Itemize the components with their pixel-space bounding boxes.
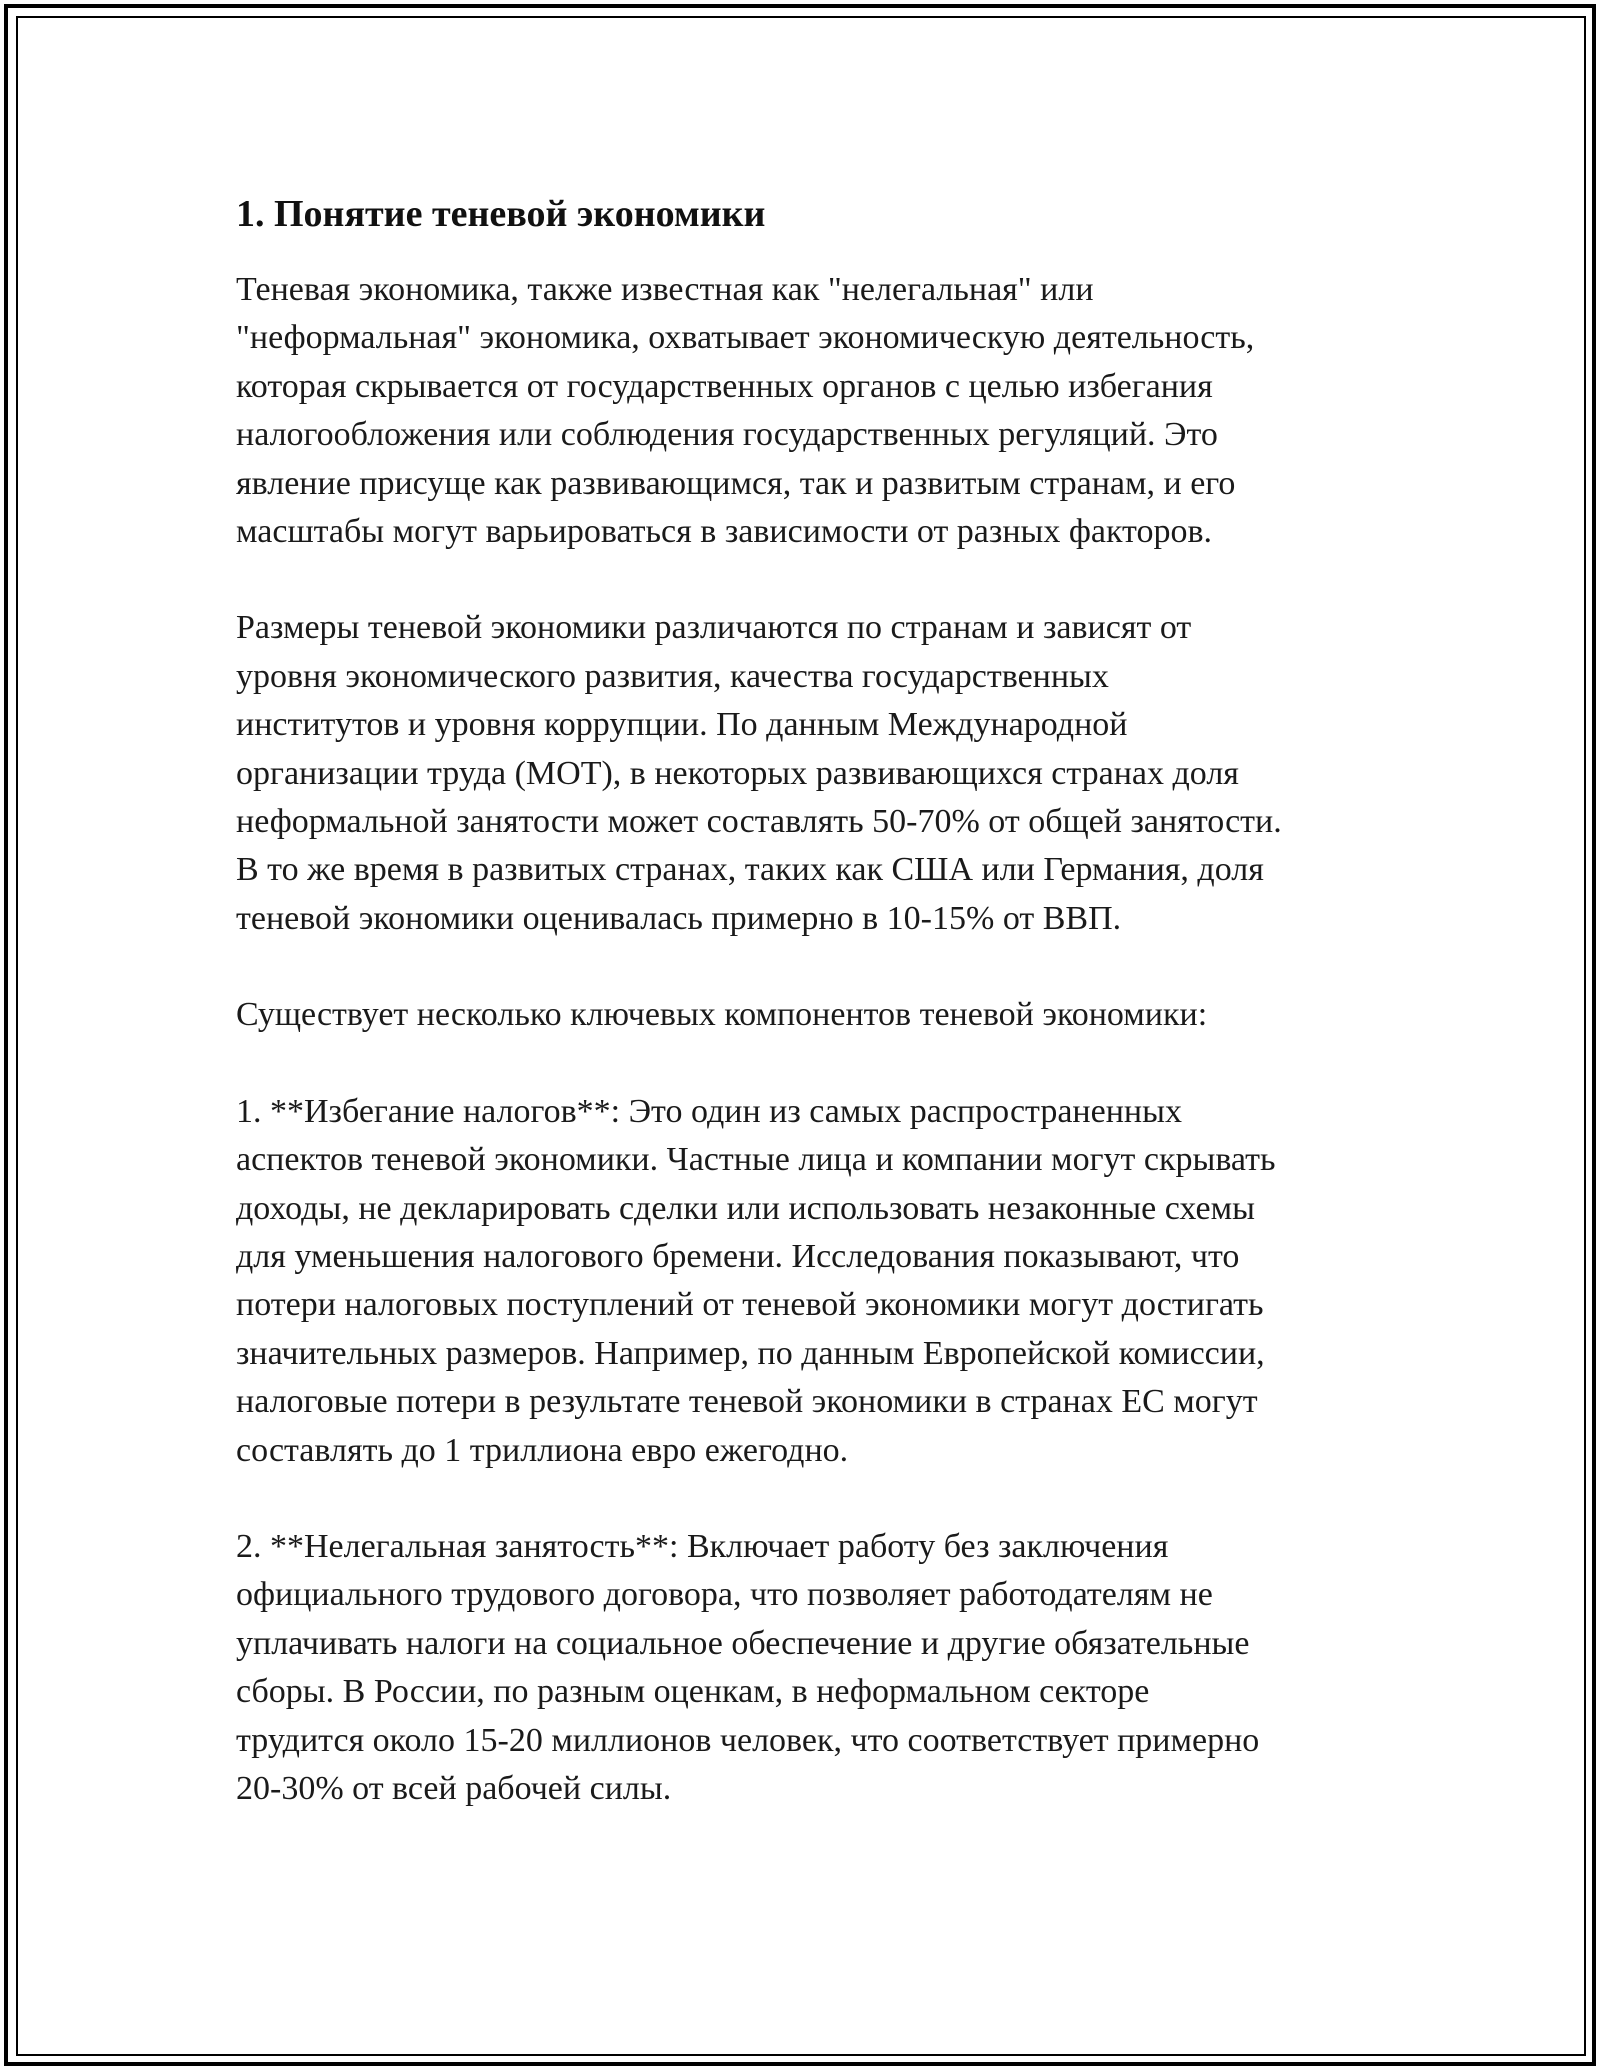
paragraph-definition: Теневая экономика, также известная как "нелегальная" или "неформальная" экономика, охватывает экономическую деятельность, которая скрывается от государственных органов с целью избегания налогообложения или соблюдения государственных регуляций. Это явление присуще как развивающимся, так и развитым странам, и его масштабы могут варьироваться в зависимости от разных факторов. — [236, 271, 1255, 551]
list-item-tax-evasion: 1. **Избегание налогов**: Это один из самых распространенных аспектов теневой экономики. Частные лица и компании могут скрывать доходы, не декларировать сделки или использовать незаконные схемы для уменьшения налогового бремени. Исследования показывают, что потери налоговых поступлений от теневой экономики могут достигать значительных размеров. Например, по данным Европейской комиссии, налоговые потери в результате теневой экономики в странах ЕС могут составлять до 1 триллиона евро ежегодно. — [236, 1092, 1276, 1469]
section-title: 1. Понятие теневой экономики — [236, 193, 766, 235]
paragraph-size: Размеры теневой экономики различаются по странам и зависят от уровня экономического развития, качества государственных институтов и уровня коррупции. По данным Международной организации труда (МОТ), в некоторых развивающихся странах доля неформальной занятости может составлять 50-70% от общей занятости. В то же время в развитых странах, таких как США или Германия, доля теневой экономики оценивалась примерно в 10-15% от ВВП. — [236, 609, 1282, 937]
list-item-illegal-employment: 2. **Нелегальная занятость**: Включает работу без заключения официального трудового договора, что позволяет работодателям не уплачивать налоги на социальное обеспечение и другие обязательные сборы. В России, по разным оценкам, в неформальном секторе трудится около 15-20 миллионов человек, что соответствует примерно 20-30% от всей рабочей силы. — [236, 1527, 1260, 1807]
paragraph-components-intro: Существует несколько ключевых компонентов теневой экономики: — [236, 996, 1208, 1034]
document-body — [236, 188, 1386, 1813]
